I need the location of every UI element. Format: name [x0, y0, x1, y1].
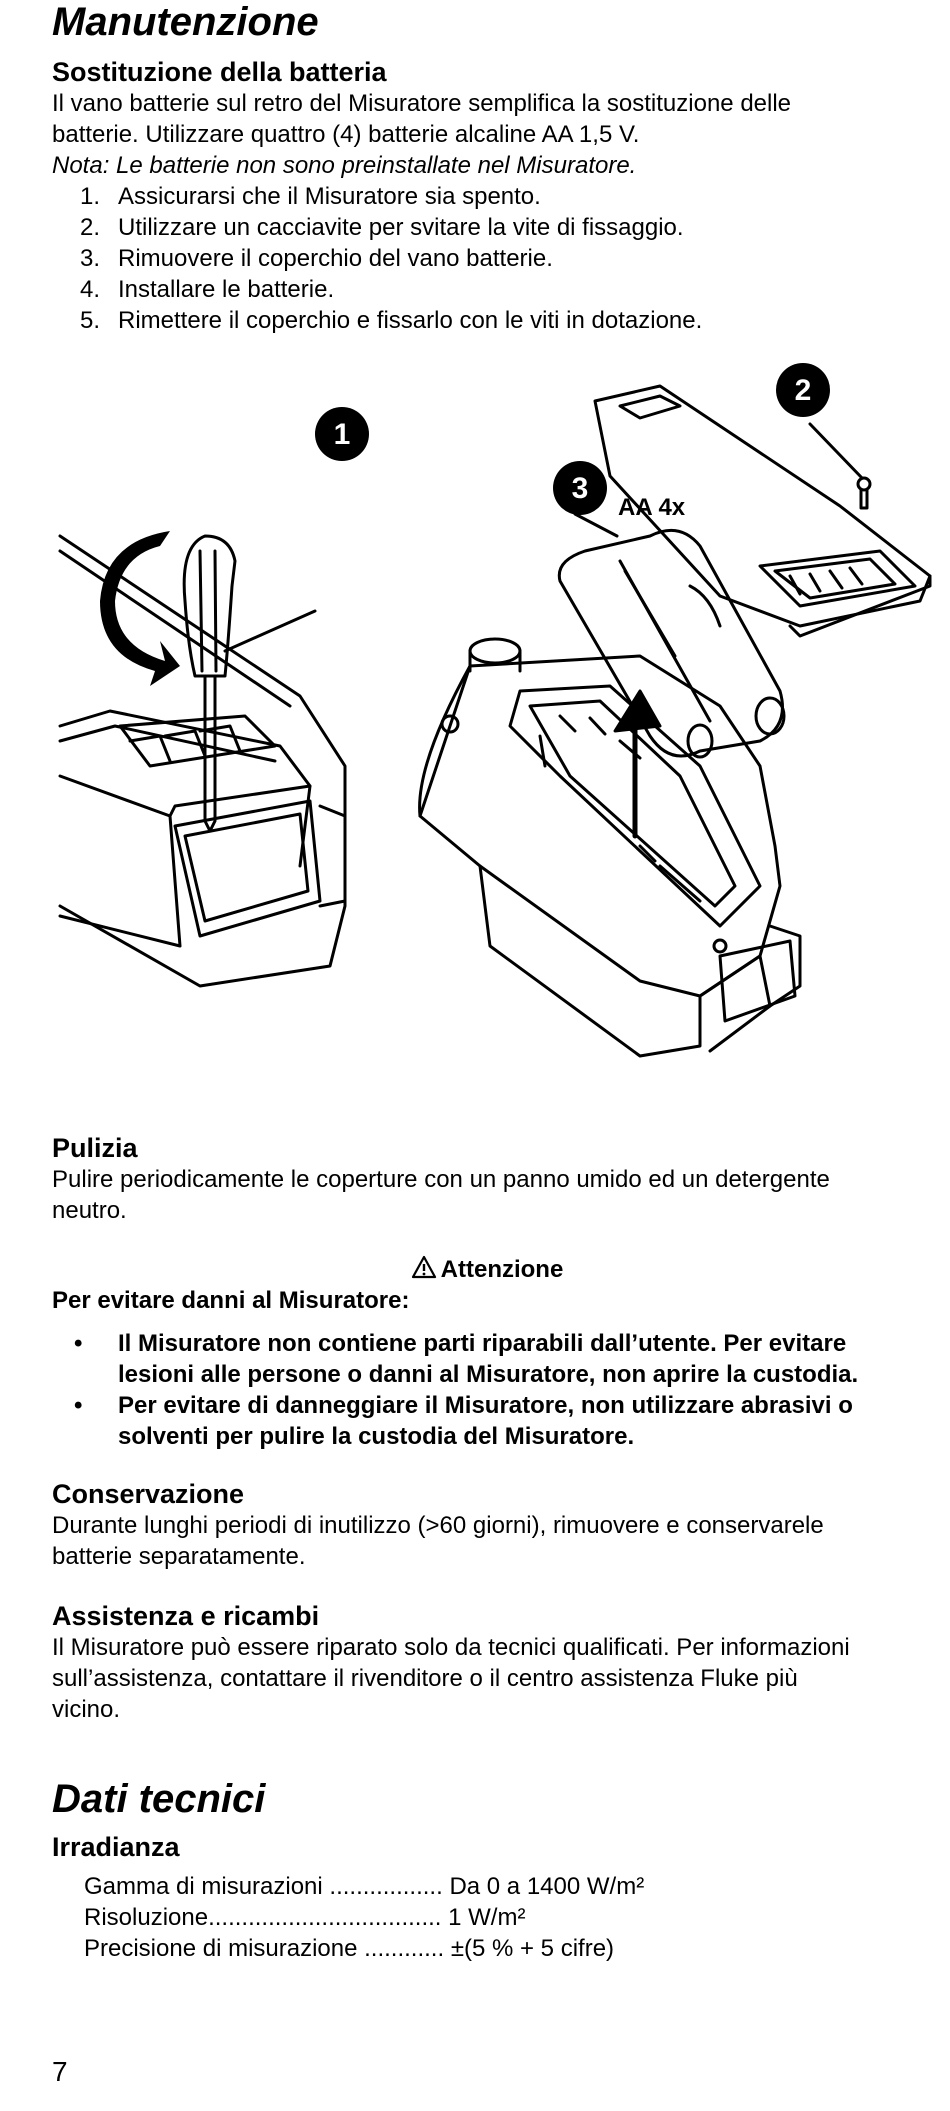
screwdriver-drawing [184, 536, 235, 831]
callout-leader-3 [575, 514, 617, 536]
service-line-2: sull’assistenza, contattare il rivenditore o il centro assistenza Fluke più [52, 1665, 798, 1692]
section-title-specs: Dati tecnici [52, 1777, 266, 1821]
section-title-maintenance: Manutenzione [52, 0, 319, 44]
heading-service: Assistenza e ricambi [52, 1601, 320, 1631]
svg-text:2: 2 [794, 374, 812, 407]
battery-steps-list [52, 181, 922, 336]
battery-count-label: AA 4x [618, 494, 686, 521]
service-line-3: vicino. [52, 1696, 121, 1723]
storage-line-2: batterie separatamente. [52, 1543, 306, 1570]
irradiance-spec-table [84, 1871, 922, 1964]
heading-battery-replacement: Sostituzione della batteria [52, 57, 387, 87]
svg-text:3: 3 [571, 472, 589, 505]
svg-text:1: 1 [333, 418, 351, 451]
cleaning-line-1: Pulire periodicamente le coperture con un panno umido ed un detergente [52, 1166, 830, 1193]
heading-cleaning: Pulizia [52, 1133, 138, 1163]
battery-replacement-illustration [52, 346, 922, 1106]
callout-badge-3 [552, 460, 608, 516]
caution-intro: Per evitare danni al Misuratore: [52, 1287, 410, 1314]
callout-leader-1 [225, 611, 315, 651]
callout-badge-1 [314, 406, 370, 462]
warning-triangle-icon [411, 1255, 437, 1279]
meter-open-drawing [420, 639, 800, 1056]
screw-drawing [858, 478, 870, 508]
page-number: 7 [52, 2056, 68, 2087]
list-item: 3. Rimuovere il coperchio del vano batterie. [79, 245, 553, 272]
battery-paragraph-line-1: Il vano batterie sul retro del Misuratore semplifica la sostituzione delle [52, 90, 792, 117]
storage-line-1: Durante lunghi periodi di inutilizzo (>60 giorni), rimuovere e conservarele [52, 1512, 824, 1539]
battery-paragraph-line-2: batterie. Utilizzare quattro (4) batterie alcaline AA 1,5 V. [52, 121, 640, 148]
list-item: 4. Installare le batterie. [79, 276, 335, 303]
caution-bullets [52, 1328, 922, 1452]
manual-page [52, 0, 922, 1964]
caution-title-row [52, 1254, 922, 1285]
table-row: Gamma di misurazioni ................. Da 0 a 1400 W/m² [84, 1873, 645, 1900]
list-item: • Il Misuratore non contiene parti riparabili dall’utente. Per evitare lesioni alle persone o danni al Misuratore, non aprire la custodia. [74, 1330, 859, 1388]
list-item: 2. Utilizzare un cacciavite per svitare la vite di fissaggio. [79, 214, 684, 241]
callout-badge-2 [775, 362, 831, 418]
list-item: 1. Assicurarsi che il Misuratore sia spento. [79, 183, 541, 210]
callout-leader-2 [810, 424, 862, 478]
service-line-1: Il Misuratore può essere riparato solo da tecnici qualificati. Per informazioni [52, 1634, 850, 1661]
list-item: 5. Rimettere il coperchio e fissarlo con le viti in dotazione. [79, 307, 703, 334]
table-row: Risoluzione................................... 1 W/m² [84, 1904, 526, 1931]
list-item: • Per evitare di danneggiare il Misuratore, non utilizzare abrasivi o solventi per pulire la custodia del Misuratore. [74, 1392, 853, 1450]
battery-note: Nota: Le batterie non sono preinstallate nel Misuratore. [52, 152, 637, 179]
heading-storage: Conservazione [52, 1479, 245, 1509]
heading-irradiance: Irradianza [52, 1832, 180, 1862]
table-row: Precisione di misurazione ............ ±(5 % + 5 cifre) [84, 1935, 615, 1962]
cleaning-line-2: neutro. [52, 1197, 127, 1224]
caution-title: Attenzione [440, 1256, 564, 1283]
